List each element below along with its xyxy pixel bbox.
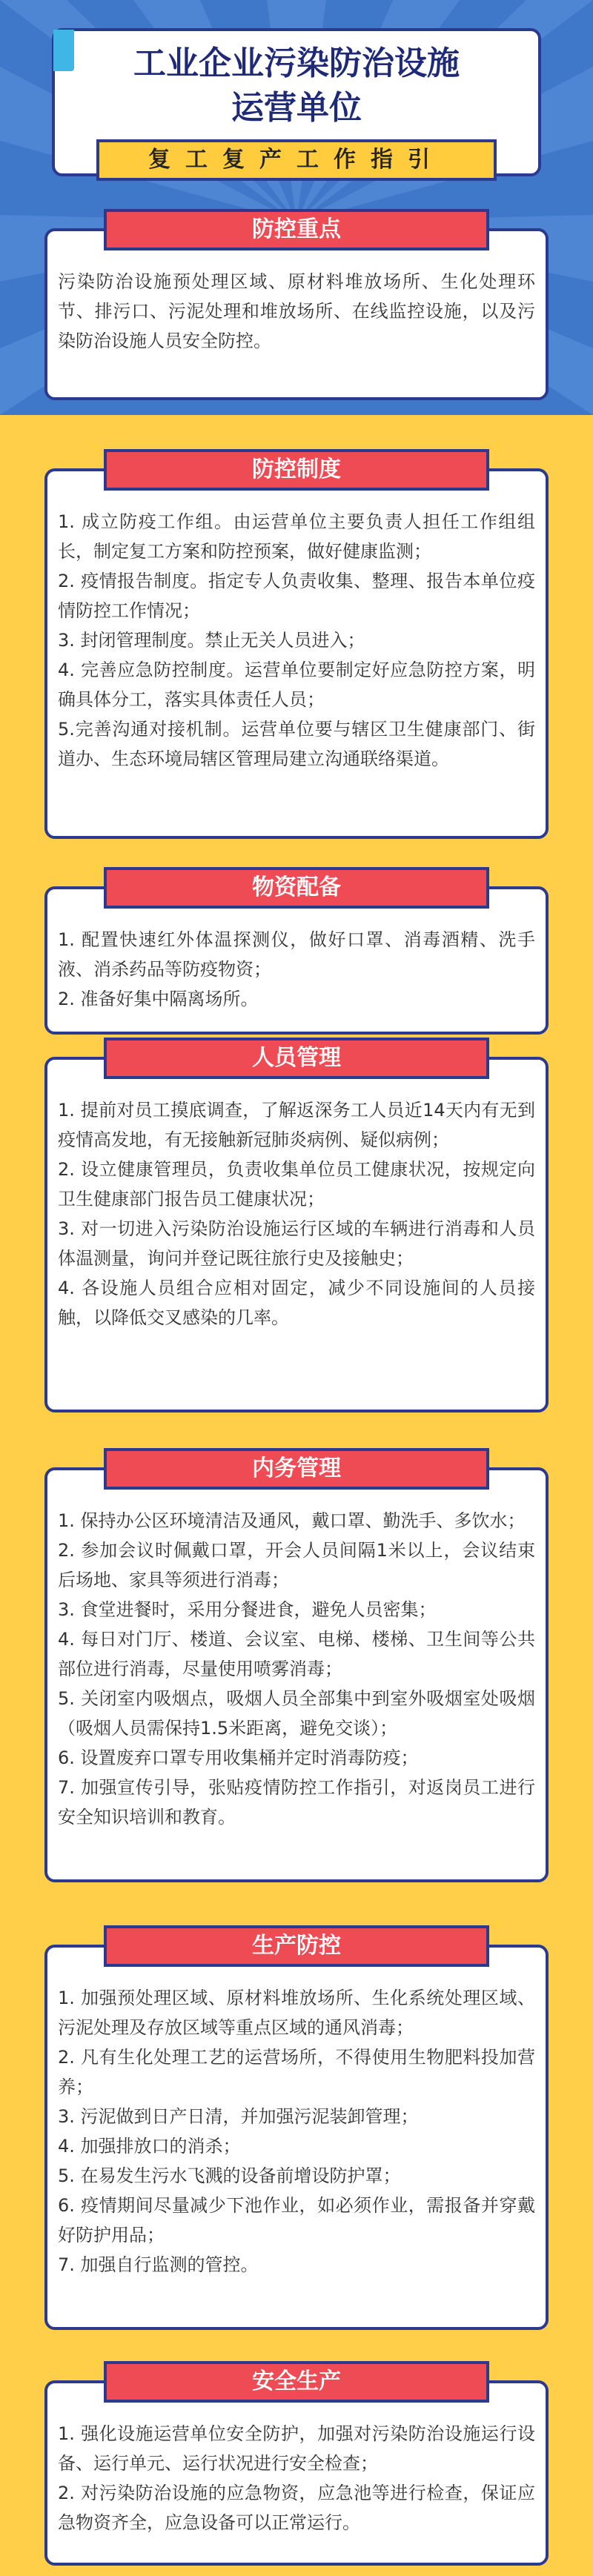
page-title [55, 42, 538, 130]
section-line: 3. 封闭管理制度。禁止无关人员进入； [58, 630, 365, 651]
section-line: 4. 各设施人员组合应相对固定，减少不同设施间的人员接触，以降低交叉感染的几率。 [58, 1278, 535, 1328]
section-line: 7. 加强自行监测的管控。 [58, 2254, 259, 2275]
section-line: 1. 提前对员工摸底调查，了解返深务工人员近14天内有无到疫情高发地，有无接触新冠肺炎病例、疑似病例； [58, 1100, 535, 1150]
section-production-control [44, 1945, 549, 2330]
section-line: 3. 对一切进入污染防治设施运行区域的车辆进行消毒和人员体温测量，询问并登记既往旅行史及接触史； [58, 1218, 535, 1269]
section-body [58, 1506, 535, 1832]
section-safety-production [44, 2380, 549, 2566]
section-line: 5. 在易发生污水飞溅的设备前增设防护罩； [58, 2165, 401, 2186]
section-body [58, 1095, 535, 1332]
section-control-system [44, 468, 549, 839]
section-header-production-control: 生产防控 [104, 1925, 489, 1967]
section-line: 7. 加强宣传引导，张贴疫情防控工作指引，对返岗员工进行安全知识培训和教育。 [58, 1777, 535, 1828]
section-line: 5.完善沟通对接机制。运营单位要与辖区卫生健康部门、街道办、生态环境局辖区管理局建立沟通联络渠道。 [58, 719, 535, 769]
section-personnel [44, 1057, 549, 1413]
section-line: 4. 每日对门厅、楼道、会议室、电梯、楼梯、卫生间等公共部位进行消毒，尽量使用喷雾消毒； [58, 1629, 535, 1679]
section-line: 1. 强化设施运营单位安全防护，加强对污染防治设施运行设备、运行单元、运行状况进行安全检查； [58, 2423, 535, 2474]
section-line: 2. 凡有生化处理工艺的运营场所，不得使用生物肥料投加营养； [58, 2047, 535, 2097]
section-internal-affairs [44, 1467, 549, 1882]
section-header-key-points: 防控重点 [104, 209, 489, 250]
section-header-supplies: 物资配备 [104, 867, 489, 909]
section-line: 5. 关闭室内吸烟点，吸烟人员全部集中到室外吸烟室处吸烟（吸烟人员需保持1.5米距离，避免交谈）； [58, 1688, 535, 1739]
section-key-points [44, 228, 549, 400]
section-line: 6. 设置废弃口罩专用收集桶并定时消毒防疫； [58, 1747, 419, 1768]
section-line: 1. 配置快速红外体温探测仪，做好口罩、消毒酒精、洗手液、消杀药品等防疫物资； [58, 929, 535, 980]
section-supplies [44, 886, 549, 1035]
section-line: 污染防治设施预处理区域、原材料堆放场所、生化处理环节、排污口、污泥处理和堆放场所、在线监控设施，以及污染防治设施人员安全防控。 [58, 271, 535, 351]
section-header-personnel: 人员管理 [104, 1038, 489, 1079]
section-line: 6. 疫情期间尽量减少下池作业，如必须作业，需报备并穿戴好防护用品； [58, 2195, 535, 2245]
page-subtitle: 复工复产工作指引 [96, 139, 497, 181]
section-body [58, 507, 535, 774]
section-body [58, 267, 535, 356]
section-header-control-system: 防控制度 [104, 449, 489, 491]
section-body [58, 1983, 535, 2280]
section-line: 1. 保持办公区环境清洁及通风，戴口罩、勤洗手、多饮水； [58, 1510, 526, 1531]
section-header-safety-production: 安全生产 [104, 2361, 489, 2403]
section-body [58, 925, 535, 1014]
section-line: 4. 加强排放口的消杀； [58, 2136, 241, 2157]
page-title-line1: 工业企业污染防治设施 [133, 44, 460, 82]
section-line: 2. 对污染防治设施的应急物资，应急池等进行检查，保证应急物资齐全，应急设备可以正常运行。 [58, 2483, 535, 2533]
section-line: 1. 成立防疫工作组。由运营单位主要负责人担任工作组组长，制定复工方案和防控预案，做好健康监测； [58, 511, 535, 562]
section-line: 2. 设立健康管理员，负责收集单位员工健康状况，按规定向卫生健康部门报告员工健康状况； [58, 1159, 535, 1209]
section-line: 2. 参加会议时佩戴口罩，开会人员间隔1米以上，会议结束后场地、家具等须进行消毒； [58, 1540, 535, 1590]
section-line: 1. 加强预处理区域、原材料堆放场所、生化系统处理区域、污泥处理及存放区域等重点区域的通风消毒； [58, 1988, 535, 2038]
section-line: 4. 完善应急防控制度。运营单位要制定好应急防控方案，明确具体分工，落实具体责任人员； [58, 660, 535, 710]
section-line: 3. 污泥做到日产日清，并加强污泥装卸管理； [58, 2106, 419, 2127]
section-line: 2. 准备好集中隔离场所。 [58, 989, 259, 1009]
section-body [58, 2419, 535, 2537]
page-title-line2: 运营单位 [231, 89, 362, 127]
section-header-internal-affairs: 内务管理 [104, 1448, 489, 1490]
section-line: 3. 食堂进餐时，采用分餐进食，避免人员密集； [58, 1599, 437, 1620]
section-line: 2. 疫情报告制度。指定专人负责收集、整理、报告本单位疫情防控工作情况； [58, 571, 535, 621]
